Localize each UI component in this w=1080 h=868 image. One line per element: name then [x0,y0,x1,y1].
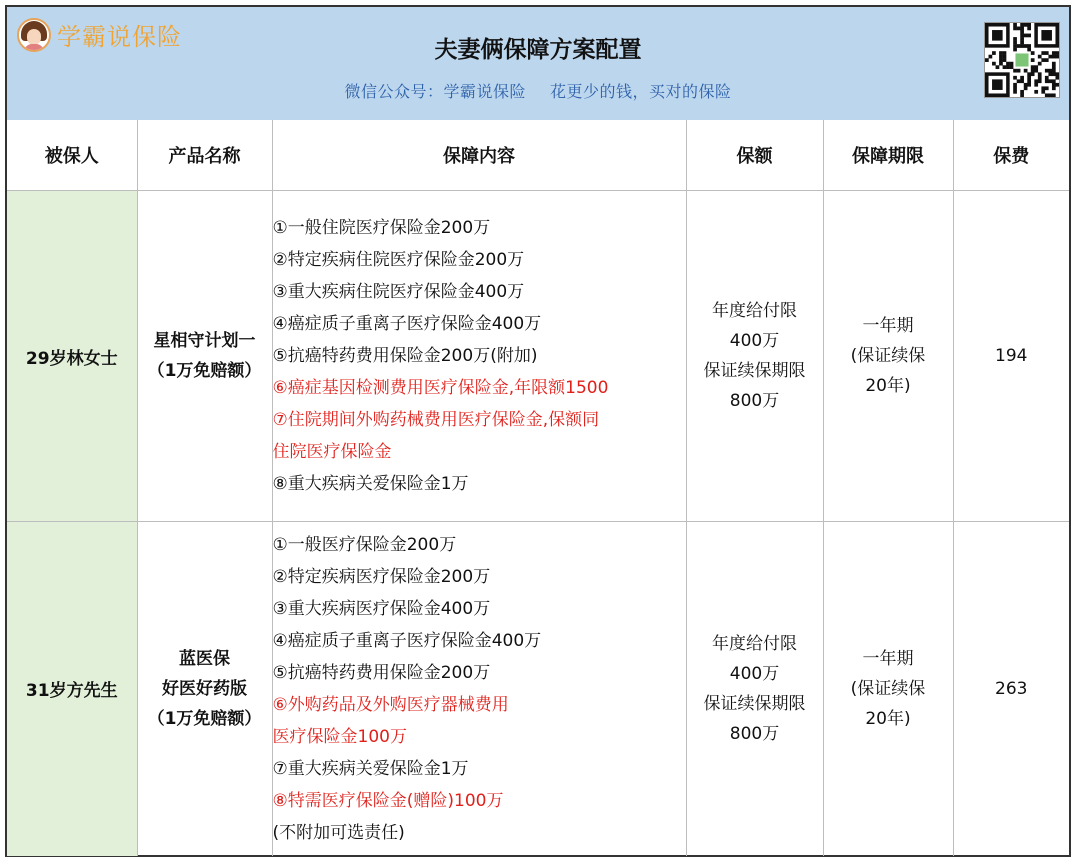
coverage-item: ⑦重大疾病关爱保险金1万 [272,758,469,779]
coverage-item-highlight: ⑧特需医疗保险金(赠险)100万 [272,790,504,811]
insured-cell: 29岁林女士 [7,191,137,522]
page-title: 夫妻俩保障方案配置 [434,37,642,63]
premium-cell: 263 [953,522,1069,856]
coverage-item: ④癌症质子重离子医疗保险金400万 [272,630,542,651]
amount-line: 年度给付限 [712,301,797,321]
amount-line: 400万 [729,331,780,351]
coverage-item: (不附加可选责任) [272,822,405,843]
term-line: 20年) [865,376,911,396]
coverage-item: ①一般住院医疗保险金200万 [272,218,491,238]
subtitle-slogan: 花更少的钱，买对的保险 [550,82,732,101]
column-header-amount: 保额 [686,120,823,191]
term-line: (保证续保 [850,678,926,699]
coverage-item-highlight: ⑦住院期间外购药械费用医疗保险金,保额同 [272,410,600,430]
coverage-item: ④癌症质子重离子医疗保险金400万 [272,314,542,334]
product-line: 蓝医保 [179,648,230,669]
plan-table [7,120,1069,856]
term-line: 20年) [865,708,911,729]
amount-line: 保证续保期限 [703,693,806,714]
column-header-premium: 保费 [953,120,1069,191]
amount-line: 年度给付限 [712,633,797,654]
coverage-cell [272,522,686,856]
coverage-item: ②特定疾病住院医疗保险金200万 [272,250,525,270]
table-row [7,522,1069,856]
product-line: （1万免赔额） [147,361,262,381]
premium-cell: 194 [953,191,1069,522]
plan-sheet [5,5,1071,857]
coverage-item: ⑤抗癌特药费用保险金200万(附加) [272,346,538,366]
term-line: 一年期 [862,648,914,669]
coverage-item: ⑤抗癌特药费用保险金200万 [272,662,491,683]
amount-cell [686,191,823,522]
amount-line: 800万 [729,391,780,411]
product-line: 星相守计划一 [153,331,256,351]
amount-line: 800万 [729,723,780,744]
term-line: (保证续保 [850,346,926,366]
coverage-item-highlight: ⑥外购药品及外购医疗器械费用 [272,694,509,715]
product-cell [137,522,272,856]
insured-cell: 31岁方先生 [7,522,137,856]
term-cell [823,522,953,856]
column-header-coverage: 保障内容 [272,120,686,191]
subtitle-account: 微信公众号：学霸说保险 [344,82,526,101]
amount-cell [686,522,823,856]
column-header-product: 产品名称 [137,120,272,191]
amount-line: 400万 [729,663,780,684]
column-header-insured: 被保人 [7,120,137,191]
coverage-item: ①一般医疗保险金200万 [272,534,457,555]
coverage-item: ②特定疾病医疗保险金200万 [272,566,491,587]
table-row [7,191,1069,522]
amount-line: 保证续保期限 [703,361,806,381]
coverage-item: ⑧重大疾病关爱保险金1万 [272,474,469,494]
coverage-item-highlight: 住院医疗保险金 [272,442,392,462]
logo-text: 学霸说保险 [57,23,182,51]
qr-code-icon [984,22,1060,98]
coverage-item-highlight: 医疗保险金100万 [272,726,407,747]
product-line: （1万免赔额） [147,708,262,729]
product-line: 好医好药版 [162,678,247,699]
coverage-item-highlight: ⑥癌症基因检测费用医疗保险金,年限额1500 [272,378,609,398]
term-line: 一年期 [862,316,914,336]
column-header-term: 保障期限 [823,120,953,191]
coverage-item: ③重大疾病医疗保险金400万 [272,598,491,619]
coverage-cell [272,191,686,522]
coverage-item: ③重大疾病住院医疗保险金400万 [272,282,525,302]
page-subtitle [7,79,1069,102]
product-cell [137,191,272,522]
header-banner [7,7,1069,121]
table-header-row [7,120,1069,191]
term-cell [823,191,953,522]
